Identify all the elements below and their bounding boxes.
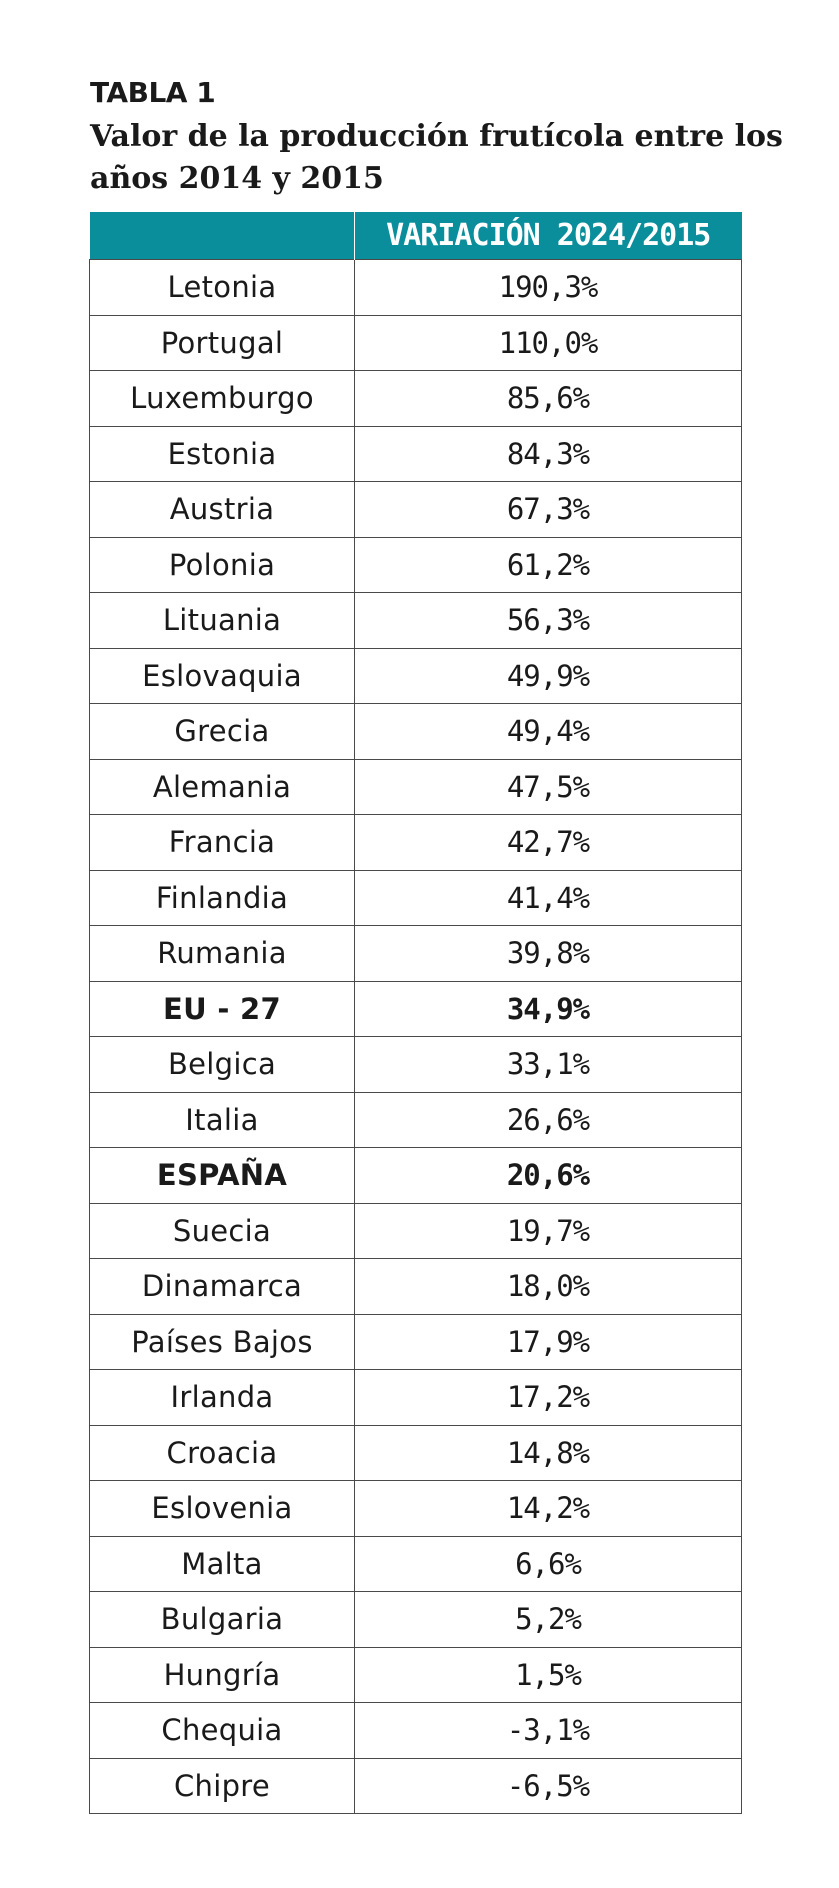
table-row [90, 371, 742, 427]
table-row [90, 1314, 742, 1370]
country-cell: Países Bajos [90, 1314, 355, 1370]
country-cell: Letonia [90, 260, 355, 316]
table-row [90, 1481, 742, 1537]
variation-cell: 1,5% [355, 1647, 742, 1703]
country-cell: Francia [90, 815, 355, 871]
variation-cell: 84,3% [355, 426, 742, 482]
header-country [90, 212, 355, 260]
country-cell: EU - 27 [90, 981, 355, 1037]
table-row [90, 1037, 742, 1093]
table-row [90, 1092, 742, 1148]
variation-cell: 14,2% [355, 1481, 742, 1537]
country-cell: Alemania [90, 759, 355, 815]
country-cell: Finlandia [90, 870, 355, 926]
table-row [90, 815, 742, 871]
variation-cell: 18,0% [355, 1259, 742, 1315]
table-row [90, 981, 742, 1037]
table-row [90, 1592, 742, 1648]
country-cell: Austria [90, 482, 355, 538]
table-row [90, 1647, 742, 1703]
variation-cell: 17,2% [355, 1370, 742, 1426]
variation-cell: 110,0% [355, 315, 742, 371]
variation-cell: 39,8% [355, 926, 742, 982]
variation-cell: 85,6% [355, 371, 742, 427]
country-cell: Lituania [90, 593, 355, 649]
country-cell: Chipre [90, 1758, 355, 1814]
variation-cell: 5,2% [355, 1592, 742, 1648]
table-title: Valor de la producción frutícola entre los años 2014 y 2015 [90, 119, 783, 196]
variation-cell: 34,9% [355, 981, 742, 1037]
country-cell: Estonia [90, 426, 355, 482]
table-row [90, 704, 742, 760]
table-row [90, 870, 742, 926]
table-row [90, 426, 742, 482]
variation-cell: 47,5% [355, 759, 742, 815]
table-row [90, 1203, 742, 1259]
table-body [90, 260, 742, 1814]
table-row [90, 1703, 742, 1759]
variation-table [89, 212, 742, 1814]
variation-cell: -6,5% [355, 1758, 742, 1814]
country-cell: Belgica [90, 1037, 355, 1093]
country-cell: Croacia [90, 1425, 355, 1481]
table-header-row [90, 212, 742, 260]
table-label: TABLA 1 [90, 76, 216, 109]
variation-cell: 42,7% [355, 815, 742, 871]
table-row [90, 593, 742, 649]
variation-cell: 41,4% [355, 870, 742, 926]
header-variation: VARIACIÓN 2024/2015 [355, 212, 742, 260]
country-cell: Bulgaria [90, 1592, 355, 1648]
country-cell: ESPAÑA [90, 1148, 355, 1204]
table-row [90, 260, 742, 316]
country-cell: Rumania [90, 926, 355, 982]
table-row [90, 648, 742, 704]
variation-cell: 14,8% [355, 1425, 742, 1481]
variation-cell: 6,6% [355, 1536, 742, 1592]
variation-cell: 49,4% [355, 704, 742, 760]
country-cell: Eslovaquia [90, 648, 355, 704]
country-cell: Luxemburgo [90, 371, 355, 427]
country-cell: Dinamarca [90, 1259, 355, 1315]
country-cell: Chequia [90, 1703, 355, 1759]
country-cell: Polonia [90, 537, 355, 593]
variation-cell: 17,9% [355, 1314, 742, 1370]
table-row [90, 1758, 742, 1814]
variation-cell: 67,3% [355, 482, 742, 538]
variation-cell: 49,9% [355, 648, 742, 704]
table-row [90, 537, 742, 593]
variation-cell: 33,1% [355, 1037, 742, 1093]
table-row [90, 1536, 742, 1592]
table-row [90, 1370, 742, 1426]
table-row [90, 1148, 742, 1204]
variation-cell: -3,1% [355, 1703, 742, 1759]
variation-cell: 61,2% [355, 537, 742, 593]
variation-cell: 190,3% [355, 260, 742, 316]
table-row [90, 759, 742, 815]
country-cell: Suecia [90, 1203, 355, 1259]
country-cell: Portugal [90, 315, 355, 371]
table-row [90, 315, 742, 371]
table-row [90, 482, 742, 538]
table-row [90, 1259, 742, 1315]
country-cell: Italia [90, 1092, 355, 1148]
country-cell: Eslovenia [90, 1481, 355, 1537]
country-cell: Irlanda [90, 1370, 355, 1426]
variation-cell: 20,6% [355, 1148, 742, 1204]
country-cell: Hungría [90, 1647, 355, 1703]
variation-cell: 56,3% [355, 593, 742, 649]
variation-cell: 26,6% [355, 1092, 742, 1148]
table-row [90, 926, 742, 982]
country-cell: Grecia [90, 704, 355, 760]
variation-cell: 19,7% [355, 1203, 742, 1259]
country-cell: Malta [90, 1536, 355, 1592]
table-row [90, 1425, 742, 1481]
